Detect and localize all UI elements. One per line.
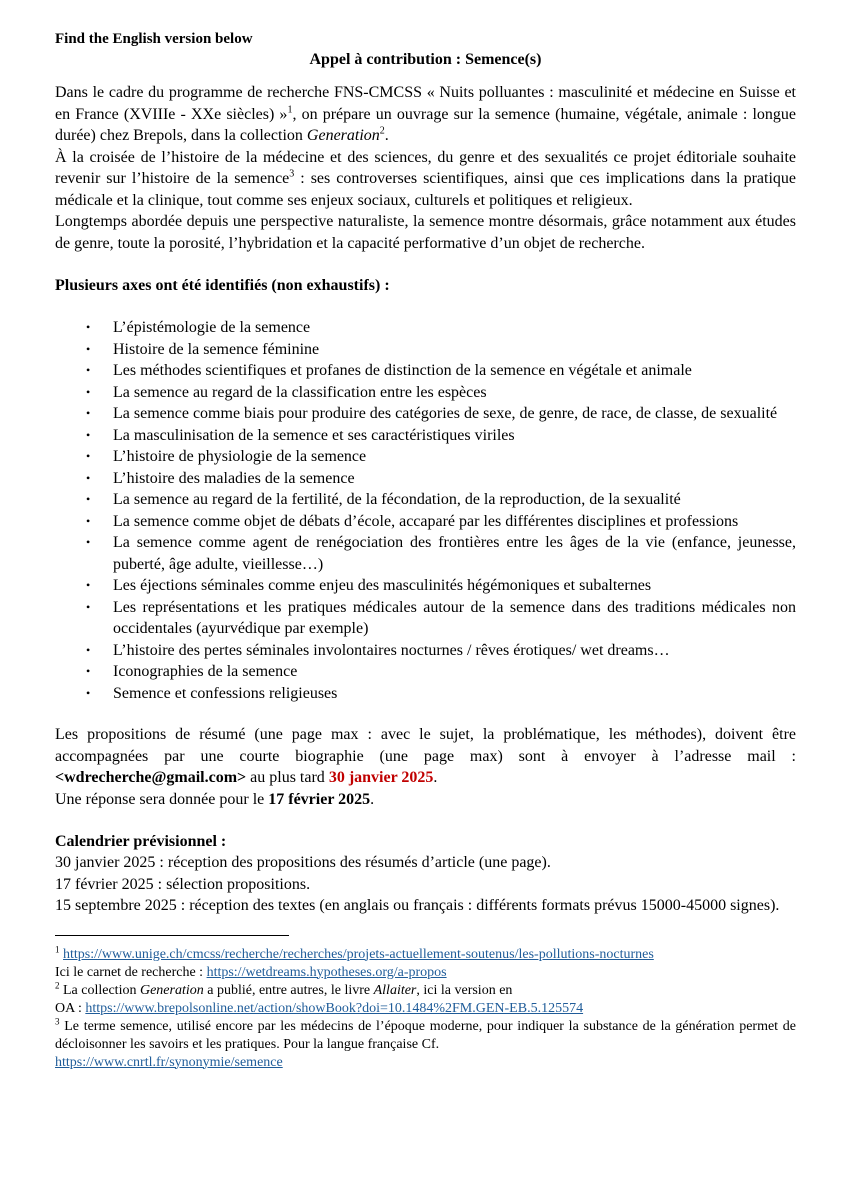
bullet-icon: • bbox=[86, 535, 91, 549]
intro-section bbox=[55, 82, 796, 254]
submission-text-b: au plus tard bbox=[246, 769, 329, 786]
axis-item-label: La semence comme agent de renégociation des frontières entre les âges de la vie (enfance, jeunesse, puberté, âge adulte, vieillesse…) bbox=[113, 534, 796, 573]
bullet-icon: • bbox=[86, 599, 91, 614]
reply-text-b: . bbox=[370, 790, 375, 808]
footnote-2-number: 2 bbox=[55, 979, 60, 990]
footnote-1 bbox=[55, 943, 796, 964]
calendar-line-3: 15 septembre 2025 : réception des textes (en anglais ou français : différents formats prévus 15000-45000 signes). bbox=[55, 897, 780, 914]
intro-p1-text-b: , on prépare un ouvrage sur la semence (humaine, végétale, animale : longue durée) chez Brepols, dans la collection bbox=[55, 105, 796, 144]
bullet-icon: • bbox=[86, 492, 91, 506]
axis-item bbox=[86, 425, 796, 447]
intro-paragraph-2 bbox=[55, 147, 796, 212]
intro-p2-text-a: À la croisée de l’histoire de la médecine et des sciences, du genre et des sexualités ce projet éditoriale souhaite revenir sur l’histoire de la semence bbox=[55, 148, 796, 187]
english-version-note: Find the English version below bbox=[55, 31, 253, 47]
footnote-2-collection: Generation bbox=[139, 982, 204, 998]
axis-item-label: L’histoire des pertes séminales involontaires nocturnes / rêves érotiques/ wet dreams… bbox=[113, 641, 670, 659]
bullet-icon: • bbox=[86, 642, 91, 657]
footnote-3-link-line bbox=[55, 1054, 796, 1072]
axis-item bbox=[86, 661, 796, 683]
axis-item bbox=[86, 446, 796, 468]
axis-item-label: L’histoire de physiologie de la semence bbox=[113, 448, 367, 465]
axis-item-label: La semence comme biais pour produire des catégories de sexe, de genre, de race, de classe, de sexualité bbox=[113, 405, 778, 422]
intro-paragraph-3: Longtemps abordée depuis une perspective naturaliste, la semence montre désormais, grâce notamment aux études de genre, toute la porosité, l’hybridation et la capacité performative d’un objet de recherche. bbox=[55, 213, 796, 252]
intro-p1-text-a: Dans le cadre du programme de recherche FNS-CMCSS « Nuits polluantes : masculinité et médecine en Suisse et en France (XVIIIe - XXe siècles) » bbox=[55, 84, 796, 123]
axes-list bbox=[55, 317, 796, 704]
axis-item bbox=[86, 317, 796, 339]
axes-heading: Plusieurs axes ont été identifiés (non exhaustifs) : bbox=[55, 277, 390, 294]
bullet-icon: • bbox=[86, 513, 91, 528]
footnote-3-number: 3 bbox=[55, 1015, 60, 1026]
calendar-title: Calendrier prévisionnel : bbox=[55, 833, 227, 850]
calendar-line-2: 17 février 2025 : sélection propositions. bbox=[55, 875, 311, 893]
axis-item-label: Histoire de la semence féminine bbox=[113, 340, 320, 358]
bullet-icon: • bbox=[86, 664, 91, 678]
axis-item bbox=[86, 403, 796, 425]
footnote-2-text-b: a publié, entre autres, le livre bbox=[203, 982, 374, 998]
footnote-3 bbox=[55, 1015, 796, 1054]
bullet-icon: • bbox=[86, 363, 91, 377]
submission-text-c: . bbox=[433, 769, 438, 786]
footnote-2-text-d: OA : bbox=[55, 1000, 86, 1016]
footnote-2-text-a: La collection bbox=[59, 982, 140, 998]
footnote-1-extra bbox=[55, 964, 796, 982]
reply-text-a: Une réponse sera donnée pour le bbox=[55, 790, 269, 808]
axis-item bbox=[86, 597, 796, 640]
axis-item bbox=[86, 489, 796, 511]
axis-item bbox=[86, 640, 796, 662]
axis-item bbox=[86, 511, 796, 533]
footnote-2 bbox=[55, 979, 796, 1000]
axis-item-label: La semence au regard de la fertilité, de la fécondation, de la reproduction, de la sexualité bbox=[113, 491, 681, 508]
intro-p1-text-c: . bbox=[384, 127, 389, 144]
intro-p2-text-b: : ses controverses scientifiques, ainsi que ces implications dans la pratique médicale et la clinique, tout comme ses enjeux sociaux, culturels et politiques et religieux. bbox=[55, 170, 796, 209]
axis-item-label: Les représentations et les pratiques médicales autour de la semence dans des traditions médicales non occidentales (ayurvédique par exemple) bbox=[113, 598, 796, 637]
calendar-line-1: 30 janvier 2025 : réception des propositions des résumés d’article (une page). bbox=[55, 854, 551, 871]
footnote-1-text: Ici le carnet de recherche : bbox=[55, 964, 207, 980]
page-title: Appel à contribution : Semence(s) bbox=[309, 51, 542, 68]
bullet-icon: • bbox=[86, 449, 91, 463]
footnote-2-book: Allaiter bbox=[373, 982, 417, 998]
footnotes bbox=[55, 943, 796, 1072]
submission-paragraph bbox=[55, 724, 796, 789]
footnote-2-text-c: , ici la version en bbox=[416, 982, 513, 998]
collection-name: Generation bbox=[306, 127, 380, 144]
bullet-icon: • bbox=[86, 427, 91, 442]
reply-paragraph bbox=[55, 789, 796, 811]
research-notebook-link[interactable]: https://wetdreams.hypotheses.org/a-propos bbox=[206, 964, 447, 980]
bullet-icon: • bbox=[86, 470, 91, 485]
axis-item-label: Iconographies de la semence bbox=[113, 663, 298, 680]
axis-item bbox=[86, 683, 796, 705]
footnote-3-text: Le terme semence, utilisé encore par les médecins de l’époque moderne, pour indiquer la substance de la génération permet de décloisonner les savoirs et les pratiques. Pour la langue française Cf. bbox=[55, 1018, 796, 1052]
footnote-ref-3[interactable]: 3 bbox=[289, 168, 295, 180]
axis-item bbox=[86, 360, 796, 382]
footnote-ref-2[interactable]: 2 bbox=[379, 125, 385, 137]
axis-item-label: La semence comme objet de débats d’école, accaparé par les différentes disciplines et professions bbox=[113, 512, 739, 530]
bullet-icon: • bbox=[86, 578, 91, 592]
axis-item-label: La masculinisation de la semence et ses caractéristiques viriles bbox=[113, 426, 515, 444]
footnote-1-link[interactable]: https://www.unige.ch/cmcss/recherche/recherches/projets-actuellement-soutenus/les-pollutions-nocturnes bbox=[63, 946, 654, 962]
footnote-1-number: 1 bbox=[55, 943, 60, 954]
axis-item bbox=[86, 575, 796, 597]
bullet-icon: • bbox=[86, 384, 91, 399]
intro-paragraph-1 bbox=[55, 82, 796, 147]
axis-item-label: Les méthodes scientifiques et profanes de distinction de la semence en végétale et animale bbox=[113, 362, 692, 379]
footnote-separator bbox=[55, 935, 289, 936]
axis-item-label: Les éjections séminales comme enjeu des masculinités hégémoniques et subalternes bbox=[113, 577, 652, 594]
deadline-date: 30 janvier 2025 bbox=[328, 769, 434, 786]
footnote-2-oa bbox=[55, 1000, 796, 1018]
axis-item-label: L’histoire des maladies de la semence bbox=[113, 469, 355, 487]
bullet-icon: • bbox=[86, 341, 91, 356]
axis-item-label: La semence au regard de la classification entre les espèces bbox=[113, 383, 487, 401]
bullet-icon: • bbox=[86, 406, 91, 420]
bullet-icon: • bbox=[86, 685, 91, 700]
brepols-link[interactable]: https://www.brepolsonline.net/action/showBook?doi=10.1484%2FM.GEN-EB.5.125574 bbox=[85, 1000, 584, 1016]
axis-item bbox=[86, 339, 796, 361]
cnrtl-link[interactable]: https://www.cnrtl.fr/synonymie/semence bbox=[55, 1054, 283, 1070]
axis-item bbox=[86, 532, 796, 575]
reply-date: 17 février 2025 bbox=[268, 790, 371, 808]
footnote-ref-1[interactable]: 1 bbox=[287, 104, 293, 116]
axis-item bbox=[86, 468, 796, 490]
submission-text-a: Les propositions de résumé (une page max : avec le sujet, la problématique, les méthodes), doivent être accompagnées par une courte biographie (une page max) sont à envoyer à l’adresse mail : bbox=[55, 726, 796, 765]
bullet-icon: • bbox=[86, 320, 91, 334]
axis-item-label: L’épistémologie de la semence bbox=[113, 319, 311, 336]
axis-item-label: Semence et confessions religieuses bbox=[113, 684, 338, 702]
axis-item bbox=[86, 382, 796, 404]
contact-email[interactable]: <wdrecherche@gmail.com> bbox=[55, 769, 247, 786]
